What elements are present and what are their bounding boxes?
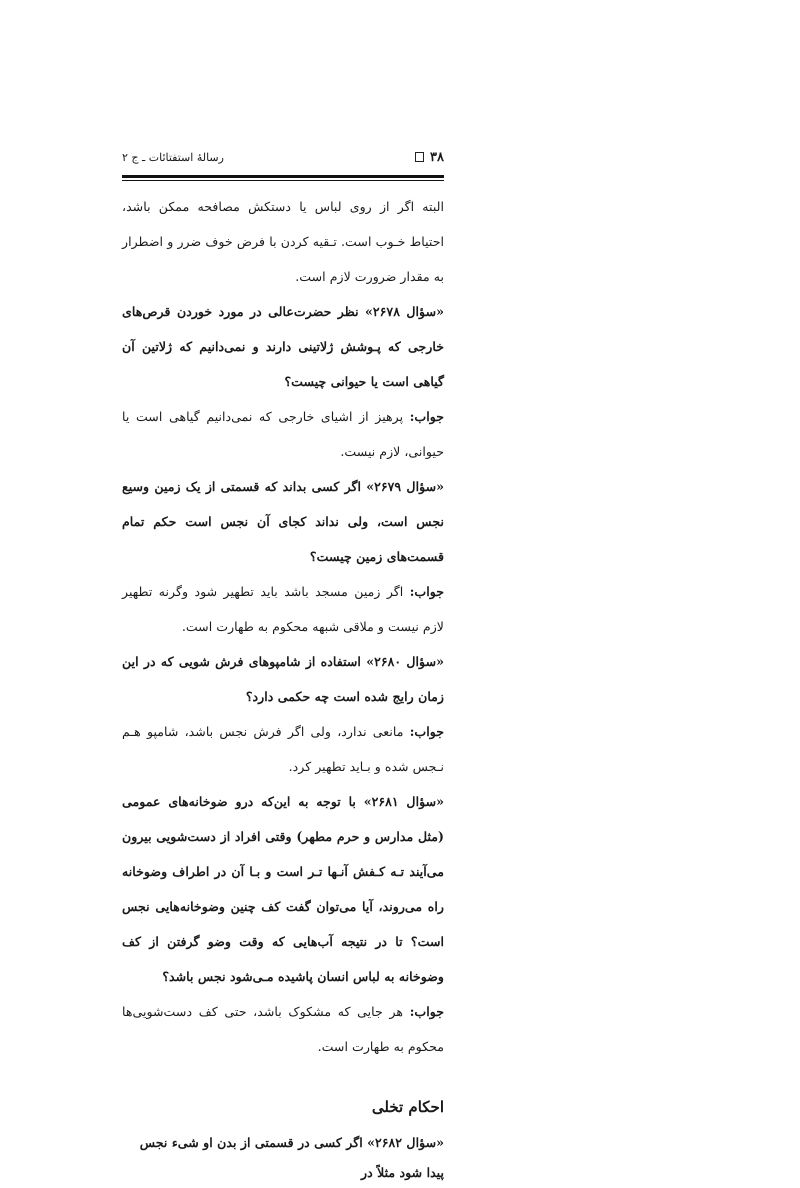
page-header: [122, 145, 444, 169]
answer-paragraph: [122, 994, 444, 1064]
page-body: [122, 189, 444, 1064]
answer-text: اگر زمین مسجد باشد باید تطهیر شود وگرنه تطهیر لازم نیست و ملاقی شبهه محکوم به طهارت است.: [122, 584, 444, 634]
answer-label: جواب:: [409, 409, 444, 424]
answer-label: جواب:: [409, 584, 444, 599]
question-paragraph: «سؤال ۲۶۷۸» نظر حضرت‌عالی در مورد خوردن قرص‌های خارجی که پـوشش ژلاتینی دارند و نمی‌دانیم که ژلاتین آن گیاهی است یا حیوانی چیست؟: [122, 304, 444, 389]
answer-paragraph: [122, 399, 444, 469]
page-number-group: [415, 150, 444, 165]
book-page: [122, 145, 445, 1180]
answer-paragraph: [122, 574, 444, 644]
answer-text: مانعی ندارد، ولی اگر فرش نجس باشد، شامپو هـم نـجس شده و بـاید تطهیر کرد.: [122, 724, 444, 774]
question-paragraph: «سؤال ۲۶۸۰» استفاده از شامپوهای فرش شویی که در این زمان رایج شده است چه حکمی دارد؟: [122, 654, 444, 704]
answer-paragraph: [122, 714, 444, 784]
answer-label: جواب:: [409, 724, 444, 739]
answer-label: جواب:: [409, 1004, 444, 1019]
answer-text: پرهیز از اشیای خارجی که نمی‌دانیم گیاهی است یا حیوانی، لازم نیست.: [122, 409, 444, 459]
page-number: ۳۸: [430, 149, 444, 165]
running-title: رسالۀ استفتائات ـ ج ۲: [122, 150, 224, 164]
answer-text: هر جایی که مشکوک باشد، حتی کف دست‌شویی‌ها محکوم به طهارت است.: [122, 1004, 444, 1054]
square-box-icon: [415, 152, 424, 162]
question-paragraph: «سؤال ۲۶۸۱» با توجه به این‌که درو ضوخانه‌های عمومی (مثل مدارس و حرم مطهر) وقتی افراد از دست‌شویی بیرون می‌آیند تـه کـفش آنـها تـر است و بـا آن در اطراف وضوخانه راه می‌روند، آیا می‌توان گفت کف چنین وضوخانه‌هایی نجس است؟ تا در نتیجه آب‌هایی که وقت وضو گرفتن از کف وضوخانه به لباس انسان پاشیده مـی‌شود نجس باشد؟: [122, 794, 445, 984]
question-paragraph: «سؤال ۲۶۷۹» اگر کسی بداند که قسمتی از یک زمین وسیع نجس است، ولی نداند کجای آن نجس است حکم تمام قسمت‌های زمین چیست؟: [122, 479, 444, 564]
header-rule-thick: [122, 175, 444, 178]
truncated-question-line: «سؤال ۲۶۸۲» اگر کسی در قسمتی از بدن او شیء نجس پیدا شود مثلاً در: [139, 1135, 444, 1180]
section-heading: احکام تخلی: [371, 1098, 444, 1116]
header-rule-thin: [122, 180, 444, 181]
body-paragraph: البته اگر از روی لباس یا دستکش مصافحه ممکن باشد، احتیاط خـوب است. تـقیه کردن با فرض خوف ضرر و اضطرار به مقدار ضرورت لازم است.: [122, 199, 444, 284]
